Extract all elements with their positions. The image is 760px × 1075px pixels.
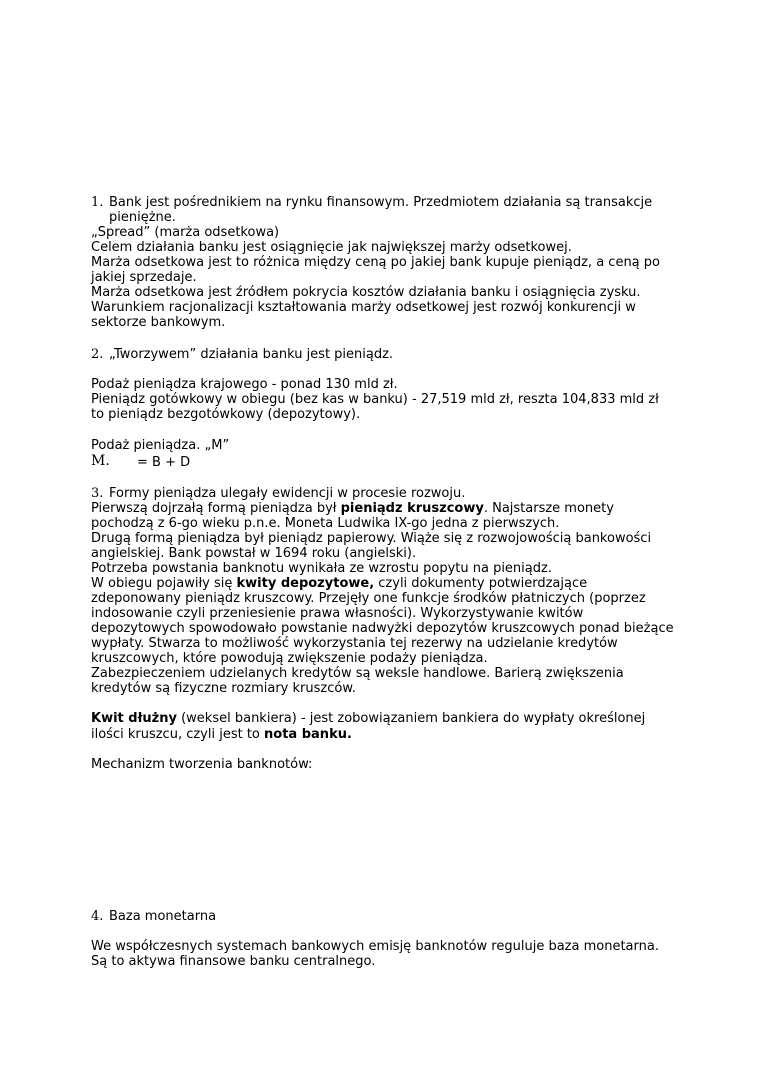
text-line: Podaż pieniądza. „M” [91, 438, 230, 453]
text-line: zdeponowany pieniądz kruszcowy. Przejęły one funkcje środków płatniczych (poprzez [91, 591, 646, 606]
section-2-number: 2. [91, 347, 104, 362]
section-1-number: 1. [91, 195, 104, 210]
text-line: angielskiej. Bank powstał w 1694 roku (angielski). [91, 546, 417, 561]
text-line: Celem działania banku jest osiągnięcie jak największej marży odsetkowej. [91, 240, 572, 255]
text-line: We współczesnych systemach bankowych emisję banknotów reguluje baza monetarna. [91, 939, 659, 954]
text-span: Pierwszą dojrzałą formą pieniądza był [91, 501, 341, 516]
bold-term: nota banku. [264, 727, 352, 742]
text-line: to pieniądz bezgotówkowy (depozytowy). [91, 407, 361, 422]
section-4-number: 4. [91, 909, 104, 924]
text-line: depozytowych spowodowało powstanie nadwyżki depozytów kruszcowych ponad bieżące [91, 621, 674, 636]
text-span: W obiegu pojawiły się [91, 576, 237, 591]
text-line [91, 501, 614, 516]
formula-m: M. [91, 453, 110, 469]
text-line: Podaż pieniądza krajowego - ponad 130 mld zł. [91, 377, 398, 392]
text-span: ilości kruszcu, czyli jest to [91, 727, 265, 742]
text-span: . Najstarsze monety [483, 501, 614, 516]
text-line: Warunkiem racjonalizacji kształtowania marży odsetkowej jest rozwój konkurencji w [91, 300, 636, 315]
text-span: czyli dokumenty potwierdzające [374, 576, 588, 591]
bold-term: Kwit dłużny [91, 711, 177, 726]
text-line: Pieniądz gotówkowy w obiegu (bez kas w banku) - 27,519 mld zł, reszta 104,833 mld zł [91, 392, 659, 407]
text-line: Marża odsetkowa jest źródłem pokrycia kosztów działania banku i osiągnięcia zysku. [91, 285, 641, 300]
text-line: Drugą formą pieniądza był pieniądz papierowy. Wiąże się z rozwojowością bankowości [91, 531, 652, 546]
text-line [91, 711, 645, 726]
bold-term: pieniądz kruszcowy [340, 501, 484, 516]
text-line: kruszcowych, które powodują zwiększenie podaży pieniądza. [91, 651, 488, 666]
text-line: Mechanizm tworzenia banknotów: [91, 757, 313, 772]
text-line [91, 727, 352, 742]
text-line: wypłaty. Stwarza to możliwość wykorzystania tej rezerwy na udzielanie kredytów [91, 636, 618, 651]
section-1-heading: Bank jest pośrednikiem na rynku finansowym. Przedmiotem działania są transakcje [109, 195, 653, 210]
text-line: Potrzeba powstania banknotu wynikała ze wzrostu popytu na pieniądz. [91, 561, 552, 576]
text-line: Są to aktywa finansowe banku centralnego. [91, 954, 376, 969]
text-line: pieniężne. [109, 210, 176, 225]
section-3-heading: Formy pieniądza ulegały ewidencji w procesie rozwoju. [109, 486, 466, 501]
section-3-number: 3. [91, 486, 104, 501]
text-line: „Spread” (marża odsetkowa) [91, 225, 280, 240]
text-line: kredytów są fizyczne rozmiary kruszców. [91, 681, 356, 696]
text-line: sektorze bankowym. [91, 315, 226, 330]
text-line: indosowanie czyli przeniesienie prawa własności). Wykorzystywanie kwitów [91, 606, 584, 621]
text-line [91, 576, 587, 591]
section-4-heading: Baza monetarna [109, 909, 217, 924]
text-line: jakiej sprzedaje. [91, 270, 197, 285]
text-line: Zabezpieczeniem udzielanych kredytów są weksle handlowe. Barierą zwiększenia [91, 666, 624, 681]
bold-term: kwity depozytowe, [236, 576, 375, 591]
text-span: (weksel bankiera) - jest zobowiązaniem bankiera do wypłaty określonej [176, 711, 646, 726]
text-line: Marża odsetkowa jest to różnica między ceną po jakiej bank kupuje pieniądz, a ceną po [91, 255, 660, 270]
text-line: pochodzą z 6-go wieku p.n.e. Moneta Ludwika IX-go jedna z pierwszych. [91, 516, 560, 531]
formula-rhs: = B + D [137, 455, 191, 470]
section-2-heading: „Tworzywem” działania banku jest pieniądz. [109, 347, 394, 362]
